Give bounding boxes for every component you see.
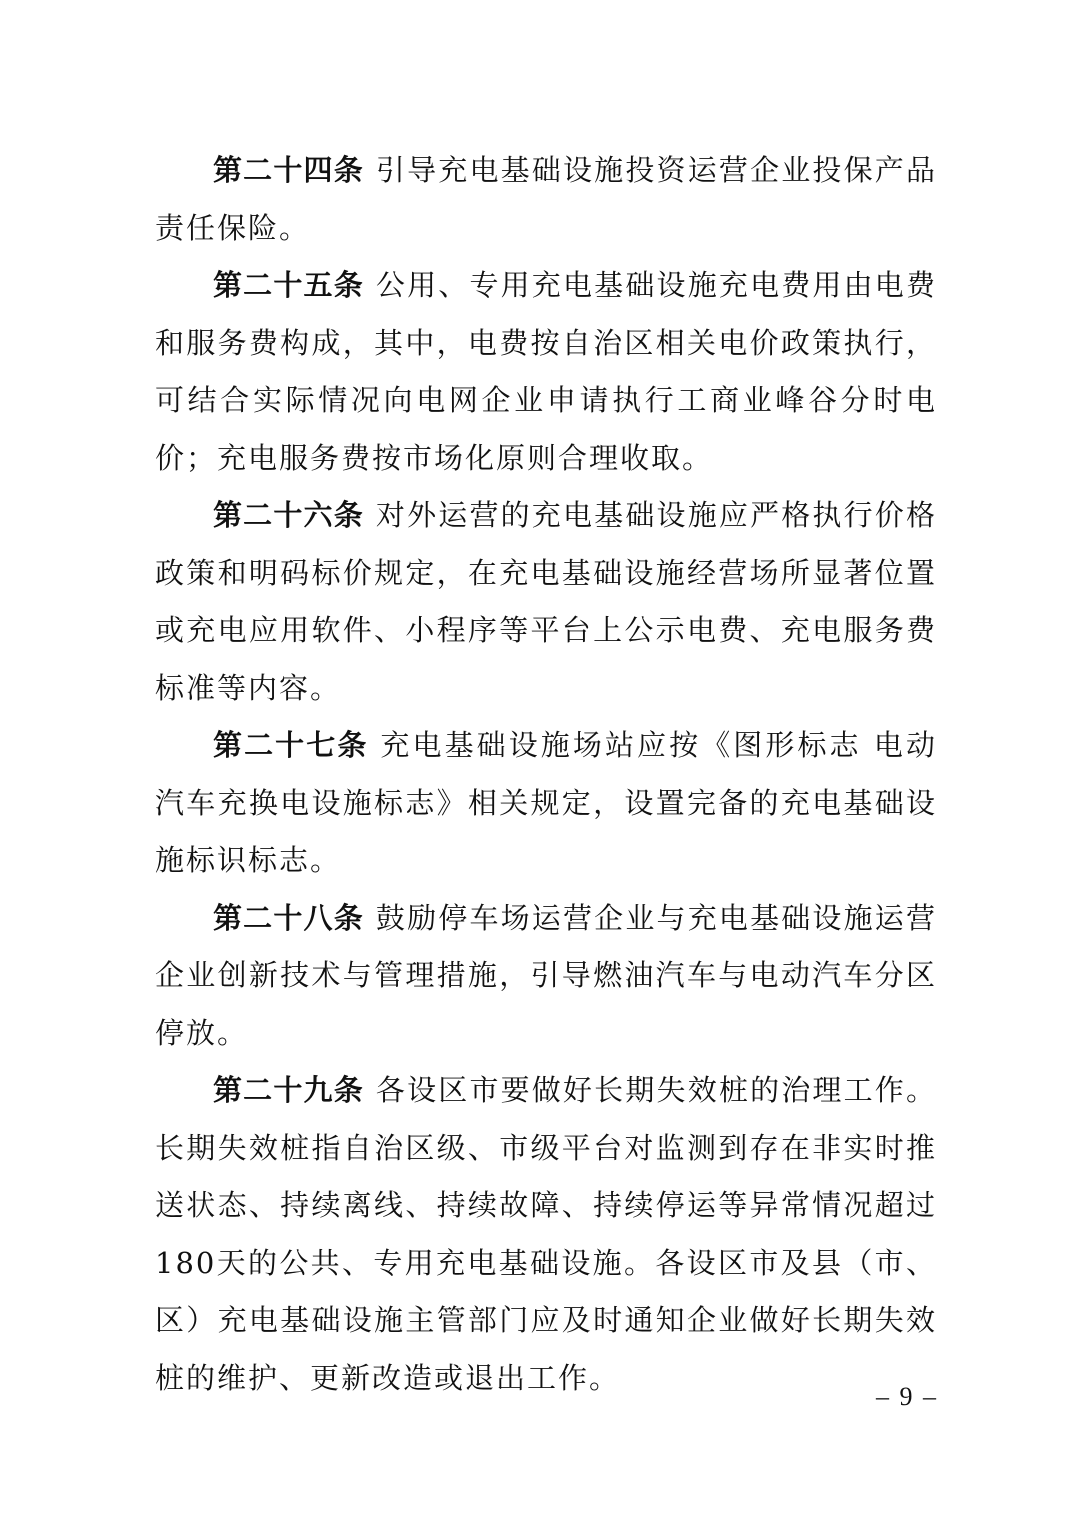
article-text: 公用、专用充电基础设施充电费用由电费和服务费构成，其中，电费按自治区相关电价政策执行，可结合实际情况向电网企业申请执行工商业峰谷分时电价；充电服务费按市场化原则合理收取。 [155, 268, 937, 475]
article-number: 第二十九条 [213, 1073, 364, 1107]
document-body [155, 142, 937, 1407]
article-text: 各设区市要做好长期失效桩的治理工作。长期失效桩指自治区级、市级平台对监测到存在非实时推送状态、持续离线、持续故障、持续停运等异常情况超过180天的公共、专用充电基础设施。各设区市及县（市、区）充电基础设施主管部门应及时通知企业做好长期失效桩的维护、更新改造或退出工作。 [155, 1073, 937, 1395]
article-28 [155, 890, 937, 1063]
article-number: 第二十五条 [213, 268, 364, 302]
article-24 [155, 142, 937, 257]
article-27 [155, 717, 937, 890]
article-text: 充电基础设施场站应按《图形标志 电动汽车充换电设施标志》相关规定，设置完备的充电基础设施标识标志。 [155, 728, 937, 877]
article-text: 鼓励停车场运营企业与充电基础设施运营企业创新技术与管理措施，引导燃油汽车与电动汽车分区停放。 [155, 900, 937, 1050]
article-29 [155, 1062, 937, 1407]
article-number: 第二十四条 [213, 153, 364, 187]
article-26 [155, 487, 937, 717]
article-text: 对外运营的充电基础设施应严格执行价格政策和明码标价规定，在充电基础设施经营场所显著位置或充电应用软件、小程序等平台上公示电费、充电服务费标准等内容。 [155, 498, 937, 705]
page-number: – 9 – [876, 1382, 938, 1411]
article-text: 引导充电基础设施投资运营企业投保产品责任保险。 [155, 153, 937, 245]
article-number: 第二十八条 [213, 900, 364, 935]
article-number: 第二十六条 [213, 498, 364, 532]
article-25 [155, 257, 937, 487]
article-number: 第二十七条 [213, 728, 369, 762]
